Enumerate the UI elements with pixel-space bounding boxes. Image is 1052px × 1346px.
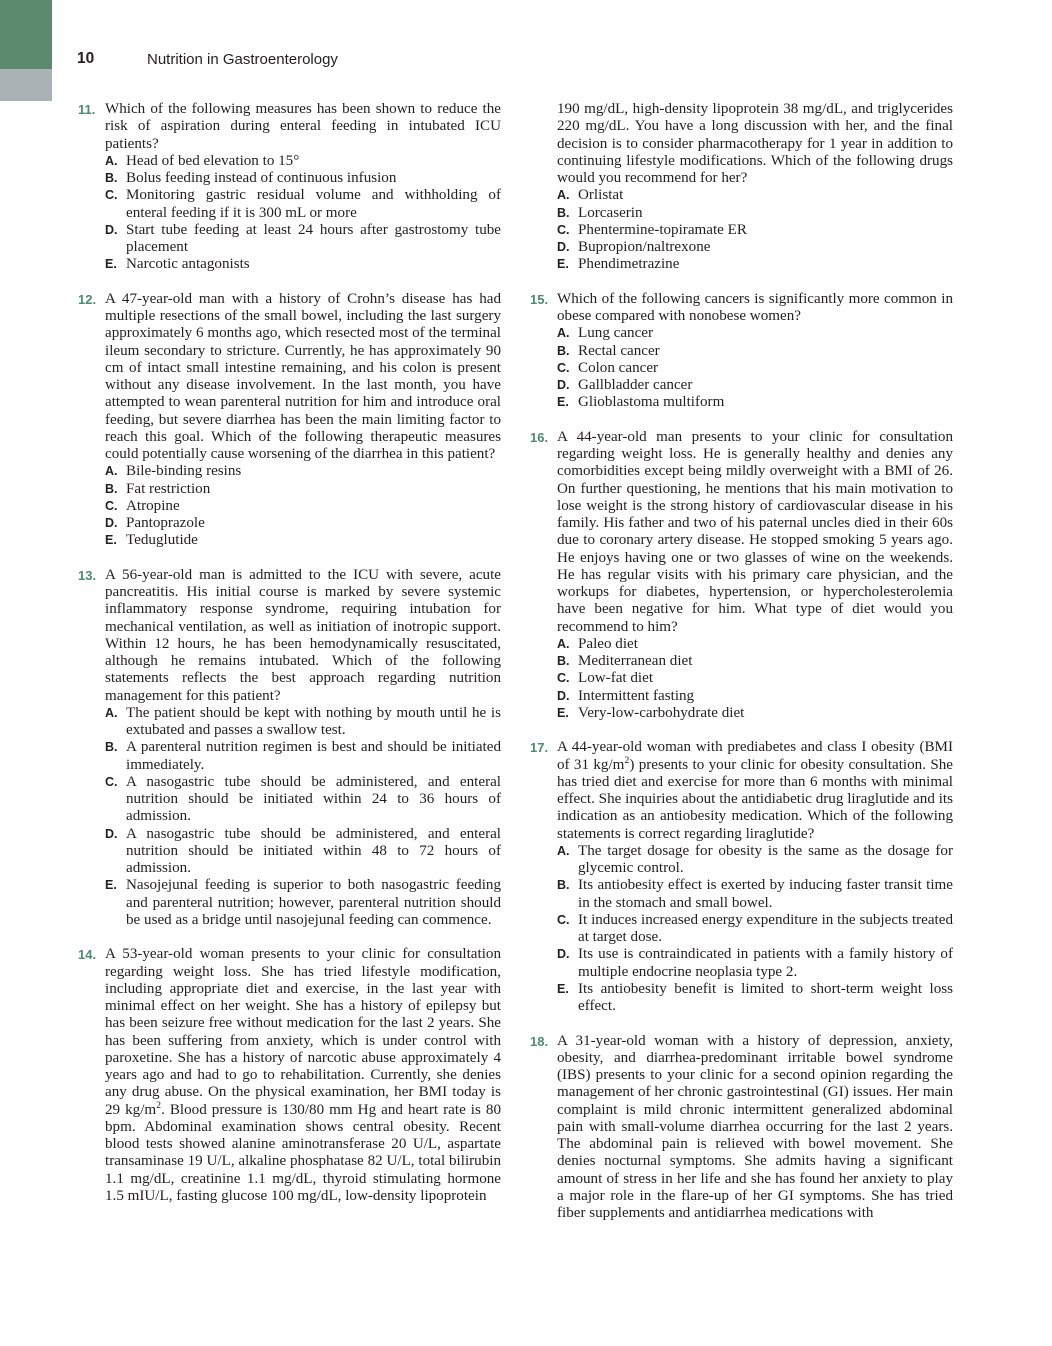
question-12: [78, 291, 501, 550]
answer-option: [105, 532, 501, 549]
stem-text: A 44-year-old woman with prediabetes and class I obesity (BMI of 31 kg/m: [557, 739, 953, 773]
answer-option: [105, 498, 501, 515]
option-text: It induces increased energy expenditure in the subjects treated at target dose.: [578, 911, 953, 945]
question-stem: [105, 946, 501, 1205]
option-text: Nasojejunal feeding is superior to both nasogastric feeding and parenteral nutrition; however, parenteral nutrition should be used as a bridge until nasojejunal feeding can commence.: [126, 877, 501, 928]
answer-option: [557, 946, 953, 981]
option-letter: E.: [105, 257, 117, 272]
answer-option: [557, 877, 953, 912]
question-number: 16.: [530, 429, 549, 445]
answer-option: [105, 222, 501, 257]
question-number: 14.: [78, 947, 97, 963]
answer-option: [105, 826, 501, 878]
question-number: 12.: [78, 291, 97, 307]
answer-options: [557, 187, 953, 273]
option-text: Bupropion/naltrexone: [578, 239, 711, 255]
chapter-tab: [0, 0, 52, 69]
option-letter: D.: [105, 516, 118, 530]
answer-option: [557, 256, 953, 273]
option-text: Mediterranean diet: [578, 653, 693, 669]
option-text: The target dosage for obesity is the same as the dosage for glycemic control.: [578, 842, 953, 876]
option-text: A parenteral nutrition regimen is best and should be initiated immediately.: [126, 739, 501, 773]
answer-option: [105, 705, 501, 740]
option-letter: A.: [557, 843, 570, 858]
question-13: [78, 567, 501, 929]
question-number: 13.: [78, 567, 97, 583]
option-text: Orlistat: [578, 187, 624, 204]
answer-option: [557, 705, 953, 722]
option-text: Intermittent fasting: [578, 687, 695, 704]
question-17: [530, 739, 953, 1015]
option-text: Low-fat diet: [578, 670, 654, 687]
stem-text: . Blood pressure is 130/80 mm Hg and heart rate is 80 bpm. Abdominal examination shows central obesity. Recent blood tests showed alanine aminotransferase 20 U/L, aspartate transaminase 19 U/L, alkaline phosphatase 82 U/L, total bilirubin 1.1 mg/dL, creatinine 1.1 mg/dL, thyroid stimulating hormone 1.5 mIU/L, fasting glucose 100 mg/dL, low-density lipoprotein: [105, 1101, 501, 1204]
answer-option: [105, 170, 501, 187]
option-letter: B.: [105, 171, 118, 185]
option-letter: C.: [105, 774, 118, 789]
option-text: Lung cancer: [578, 325, 654, 342]
option-text: Lorcaserin: [578, 204, 643, 221]
question-number: 15.: [530, 291, 549, 307]
option-text: Its antiobesity effect is exerted by inducing faster transit time in the stomach and small bowel.: [578, 877, 953, 911]
option-letter: E.: [557, 257, 569, 272]
option-text: Pantoprazole: [126, 515, 205, 531]
question-stem: Which of the following measures has been shown to reduce the risk of aspiration during enteral feeding in intubated ICU patients?: [105, 101, 501, 152]
option-letter: D.: [557, 688, 570, 703]
option-text: Colon cancer: [578, 359, 659, 376]
stem-text: A 53-year-old woman presents to your clinic for consultation regarding weight loss. She has tried lifestyle modification, including appropriate diet and exercise, in the last year with minimal effect on her weight. She has a history of epilepsy but has been seizure free without medication for the last 2 years. She has been suffering from anxiety, which is under control with paroxetine. She has a history of narcotic abuse approximately 4 years ago and had to go to rehabilitation. Currently, she denies any drug abuse. On the physical examination, her BMI today is 29 kg/m: [105, 946, 501, 1118]
answer-option: [557, 981, 953, 1016]
option-letter: B.: [105, 481, 118, 496]
superscript: 2: [156, 1099, 162, 1111]
question-11: [78, 101, 501, 274]
option-letter: E.: [557, 395, 569, 410]
question-15: [530, 291, 953, 412]
option-letter: B.: [557, 654, 570, 668]
stem-text: ) presents to your clinic for obesity consultation. She has tried diet and exercise for more than 6 months with minimal effect. She inquiries about the antidiabetic drug liraglutide and its indication as an antiobesity medication. Which of the following statements is correct regarding liraglutide?: [557, 756, 953, 842]
answer-options: [105, 153, 501, 274]
option-letter: E.: [105, 533, 117, 548]
option-text: Atropine: [126, 497, 180, 514]
question-stem: A 47-year-old man with a history of Crohn’s disease has had multiple resections of the small bowel, including the last surgery approximately 6 months ago, which resected most of the terminal ileum secondary to stricture. Currently, he has approximately 90 cm of intact small intestine remaining, and his colon is present without any disease involvement. In the last month, you have attempted to wean parenteral nutrition for him and introduce oral feeding, but severe diarrhea has been the main limiting factor to reach this goal. Which of the following therapeutic measures could potentially cause worsening of the diarrhea in this patient?: [105, 290, 501, 462]
answer-options: [557, 325, 953, 411]
option-letter: D.: [557, 947, 570, 962]
answer-option: [557, 653, 953, 670]
option-letter: D.: [557, 378, 570, 392]
answer-options: [557, 843, 953, 1016]
option-letter: D.: [105, 222, 118, 237]
option-letter: B.: [557, 878, 570, 893]
answer-option: [105, 739, 501, 774]
question-14-continued: [530, 101, 953, 274]
option-letter: E.: [557, 705, 569, 720]
answer-option: [105, 187, 501, 222]
option-text: Narcotic antagonists: [126, 256, 250, 273]
option-text: Head of bed elevation to 15°: [126, 152, 300, 169]
option-letter: A.: [105, 705, 118, 720]
option-letter: A.: [105, 153, 118, 168]
question-number: 18.: [530, 1033, 549, 1049]
answer-option: [557, 222, 953, 239]
option-text: Monitoring gastric residual volume and withholding of enteral feeding if it is 300 mL or more: [126, 187, 501, 221]
answer-option: [557, 187, 953, 204]
option-letter: C.: [557, 360, 570, 375]
answer-options: [105, 705, 501, 929]
question-18: [530, 1033, 953, 1223]
running-head: Nutrition in Gastroenterology: [147, 51, 338, 68]
option-text: Its use is contraindicated in patients with a family history of multiple endocrine neoplasia type 2.: [578, 946, 953, 980]
right-column: [530, 101, 953, 1240]
question-stem: A 56-year-old man is admitted to the ICU with severe, acute pancreatitis. His initial course is marked by severe systemic inflammatory response syndrome, requiring intubation for mechanical ventilation, as well as initiation of inotropic support. Within 12 hours, he has been hemodynamically resuscitated, although he remains intubated. Which of the following statements reflects the best approach regarding nutrition management for this patient?: [105, 566, 501, 704]
option-letter: E.: [105, 878, 117, 893]
option-letter: B.: [105, 740, 118, 755]
left-column: [78, 101, 501, 1222]
question-number: 11.: [78, 102, 96, 117]
question-16: [530, 429, 953, 722]
answer-option: [557, 377, 953, 394]
option-text: Very-low-carbohydrate diet: [578, 704, 745, 721]
answer-option: [105, 256, 501, 273]
option-text: Teduglutide: [126, 532, 198, 549]
answer-option: [105, 481, 501, 498]
option-letter: D.: [557, 240, 570, 254]
option-text: Start tube feeding at least 24 hours after gastrostomy tube placement: [126, 221, 501, 255]
superscript: 2: [624, 754, 630, 766]
chapter-tab-accent: [0, 69, 52, 101]
option-text: Phentermine-topiramate ER: [578, 221, 747, 238]
answer-option: [105, 515, 501, 532]
option-text: Bile-binding resins: [126, 463, 242, 480]
answer-option: [557, 688, 953, 705]
answer-options: [105, 463, 501, 549]
option-text: Paleo diet: [578, 635, 638, 652]
option-letter: B.: [557, 343, 570, 358]
option-text: A nasogastric tube should be administered, and enteral nutrition should be initiated within 48 to 72 hours of admission.: [126, 825, 501, 876]
question-stem: Which of the following cancers is significantly more common in obese compared with nonobese women?: [557, 290, 953, 324]
option-text: Bolus feeding instead of continuous infusion: [126, 170, 397, 186]
answer-option: [557, 325, 953, 342]
answer-option: [557, 343, 953, 360]
option-text: Glioblastoma multiform: [578, 394, 725, 411]
answer-option: [105, 877, 501, 929]
option-text: Phendimetrazine: [578, 256, 680, 273]
answer-option: [105, 463, 501, 480]
answer-option: [557, 912, 953, 947]
option-letter: C.: [105, 498, 118, 513]
option-letter: A.: [557, 326, 570, 341]
option-letter: D.: [105, 826, 118, 841]
answer-options: [557, 636, 953, 722]
answer-option: [105, 774, 501, 826]
option-letter: C.: [557, 912, 570, 927]
option-text: The patient should be kept with nothing by mouth until he is extubated and passes a swallow test.: [126, 704, 501, 738]
option-text: Its antiobesity benefit is limited to short-term weight loss effect.: [578, 980, 953, 1014]
option-text: Gallbladder cancer: [578, 377, 693, 393]
option-text: Rectal cancer: [578, 342, 660, 359]
answer-option: [557, 239, 953, 256]
question-stem: A 31-year-old woman with a history of depression, anxiety, obesity, and diarrhea-predominant irritable bowel syndrome (IBS) presents to your clinic for a second opinion regarding the management of her chronic gastrointestinal (GI) issues. Her main complaint is mild chronic intermittent generalized abdominal pain with small-volume diarrhea occurring for the last 2 years. The abdominal pain is relieved with bowel movement. She denies nocturnal symptoms. She admits having a significant amount of stress in her life and she has found her anxiety to play a major role in the flare-up of her GI symptoms. She has tried fiber supplements and antidiarrhea medications with: [557, 1032, 953, 1221]
option-letter: E.: [557, 981, 569, 996]
page-number: 10: [77, 50, 95, 67]
option-letter: C.: [557, 222, 570, 237]
answer-option: [557, 394, 953, 411]
question-14: [78, 946, 501, 1205]
option-letter: C.: [105, 188, 118, 203]
option-letter: A.: [557, 188, 570, 203]
answer-option: [557, 636, 953, 653]
answer-option: [557, 843, 953, 878]
option-letter: B.: [557, 205, 570, 220]
answer-option: [105, 153, 501, 170]
answer-option: [557, 670, 953, 687]
option-letter: C.: [557, 671, 570, 686]
option-text: A nasogastric tube should be administered, and enteral nutrition should be initiated within 24 to 36 hours of admission.: [126, 773, 501, 825]
question-stem: A 44-year-old man presents to your clinic for consultation regarding weight loss. He is generally healthy and denies any comorbidities except being mildly overweight with a BMI of 26. On further questioning, he mentions that his main motivation to lose weight is the strong history of cardiovascular disease in his family. His father and two of his paternal uncles died in their 60s due to coronary artery disease. He stopped smoking 5 years ago. He enjoys having one or two glasses of wine on the weekends. He has regular visits with his primary care physician, and the workups for diabetes, hypertension, or hypercholesterolemia have been negative for him. What type of diet would you recommend to him?: [557, 428, 953, 635]
option-text: Fat restriction: [126, 480, 211, 497]
option-letter: A.: [105, 464, 118, 479]
option-letter: A.: [557, 636, 570, 651]
question-stem: 190 mg/dL, high-density lipoprotein 38 mg/dL, and triglycerides 220 mg/dL. You have a long discussion with her, and the final decision is to consider pharmacotherapy for 1 year in addition to continuing lifestyle modifications. Which of the following drugs would you recommend for her?: [557, 101, 953, 186]
answer-option: [557, 205, 953, 222]
question-number: 17.: [530, 740, 549, 756]
question-stem: [557, 739, 953, 843]
answer-option: [557, 360, 953, 377]
